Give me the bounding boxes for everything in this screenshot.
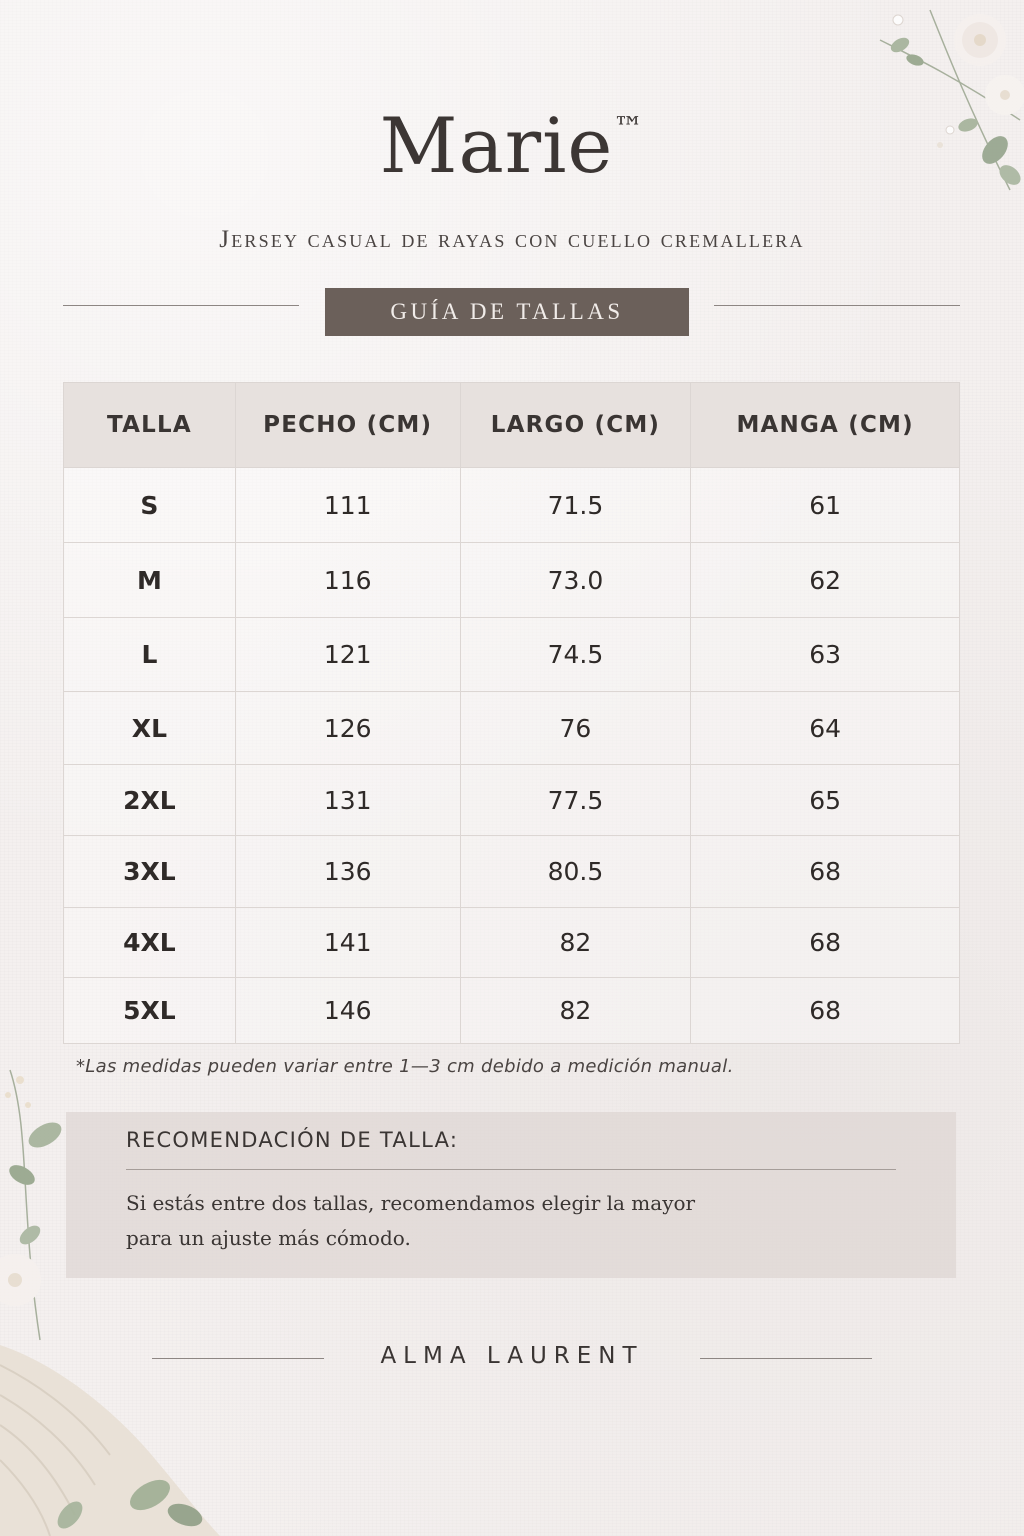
sleeve-cell: 68 bbox=[691, 836, 960, 908]
length-cell: 73.0 bbox=[460, 543, 691, 618]
sleeve-cell: 62 bbox=[691, 543, 960, 618]
product-title bbox=[0, 101, 1024, 190]
length-cell: 77.5 bbox=[460, 765, 691, 836]
sleeve-cell: 65 bbox=[691, 765, 960, 836]
chest-cell: 121 bbox=[235, 618, 460, 692]
chest-cell: 111 bbox=[235, 468, 460, 543]
table-row bbox=[64, 765, 960, 836]
measurement-note: *Las medidas pueden variar entre 1—3 cm debido a medición manual. bbox=[76, 1056, 734, 1077]
recommendation-line-2: para un ajuste más cómodo. bbox=[126, 1226, 411, 1250]
size-cell: 2XL bbox=[64, 765, 236, 836]
column-header-chest: PECHO (CM) bbox=[235, 383, 460, 468]
length-cell: 80.5 bbox=[460, 836, 691, 908]
size-cell: 3XL bbox=[64, 836, 236, 908]
sleeve-cell: 64 bbox=[691, 692, 960, 765]
size-cell: M bbox=[64, 543, 236, 618]
chest-cell: 126 bbox=[235, 692, 460, 765]
size-table bbox=[63, 382, 960, 1044]
size-cell: 4XL bbox=[64, 908, 236, 978]
chest-cell: 131 bbox=[235, 765, 460, 836]
product-name: Marie bbox=[379, 101, 614, 190]
sleeve-cell: 63 bbox=[691, 618, 960, 692]
size-cell: 5XL bbox=[64, 978, 236, 1044]
chest-cell: 116 bbox=[235, 543, 460, 618]
size-cell: S bbox=[64, 468, 236, 543]
column-header-length: LARGO (CM) bbox=[460, 383, 691, 468]
recommendation-heading: RECOMENDACIÓN DE TALLA: bbox=[126, 1128, 459, 1152]
column-header-size: TALLA bbox=[64, 383, 236, 468]
trademark-symbol: ™ bbox=[613, 111, 645, 146]
table-row bbox=[64, 978, 960, 1044]
recommendation-divider bbox=[126, 1169, 896, 1170]
divider-right bbox=[714, 305, 960, 306]
table-row bbox=[64, 908, 960, 978]
sleeve-cell: 68 bbox=[691, 978, 960, 1044]
size-guide-badge: GUÍA DE TALLAS bbox=[325, 288, 689, 336]
length-cell: 74.5 bbox=[460, 618, 691, 692]
knit-fabric-icon bbox=[0, 1345, 240, 1536]
size-cell: XL bbox=[64, 692, 236, 765]
table-header-row bbox=[64, 383, 960, 468]
product-subtitle: Jersey casual de rayas con cuello cremallera bbox=[219, 226, 805, 253]
chest-cell: 146 bbox=[235, 978, 460, 1044]
recommendation-line-1: Si estás entre dos tallas, recomendamos elegir la mayor bbox=[126, 1191, 696, 1215]
table-row bbox=[64, 692, 960, 765]
table-row bbox=[64, 836, 960, 908]
chest-cell: 136 bbox=[235, 836, 460, 908]
table-row bbox=[64, 618, 960, 692]
table-row bbox=[64, 468, 960, 543]
length-cell: 71.5 bbox=[460, 468, 691, 543]
length-cell: 82 bbox=[460, 978, 691, 1044]
length-cell: 82 bbox=[460, 908, 691, 978]
divider-left bbox=[63, 305, 299, 306]
brand-name: ALMA LAURENT bbox=[380, 1343, 644, 1369]
sleeve-cell: 68 bbox=[691, 908, 960, 978]
table-row bbox=[64, 543, 960, 618]
length-cell: 76 bbox=[460, 692, 691, 765]
sleeve-cell: 61 bbox=[691, 468, 960, 543]
recommendation-box bbox=[66, 1112, 956, 1278]
recommendation-text bbox=[126, 1186, 695, 1256]
chest-cell: 141 bbox=[235, 908, 460, 978]
column-header-sleeve: MANGA (CM) bbox=[691, 383, 960, 468]
footer-divider-right bbox=[700, 1358, 872, 1359]
size-cell: L bbox=[64, 618, 236, 692]
